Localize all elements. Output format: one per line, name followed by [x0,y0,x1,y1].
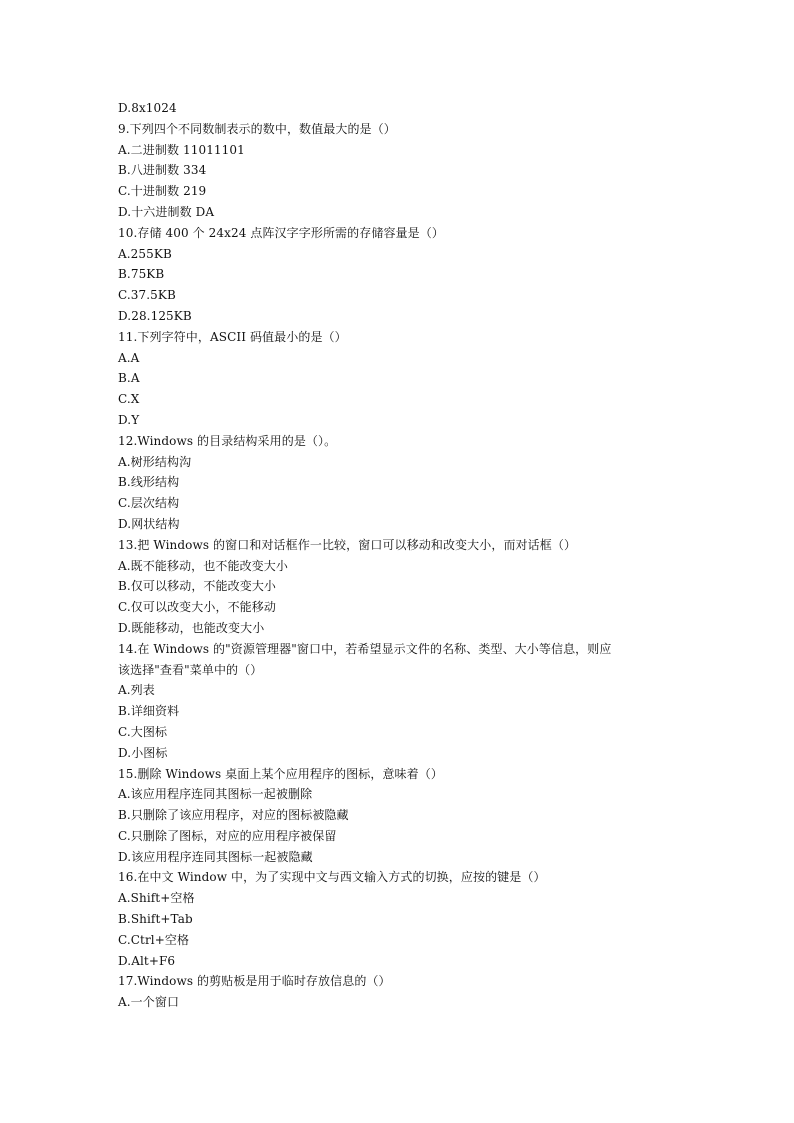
text-line: D.Alt+F6 [118,953,176,968]
text-line: A.255KB [118,246,172,261]
text-line: C.Ctrl+空格 [118,932,190,947]
text-line: A.Shift+空格 [118,891,195,906]
text-line: D.十六进制数 DA [118,204,215,219]
text-line: B.详细资料 [118,704,180,719]
text-line: C.大图标 [118,724,168,739]
question-line: 13.把 Windows 的窗口和对话框作一比较，窗口可以移动和改变大小，而对话框（） [118,537,577,552]
text-line: D.28.125KB [118,308,192,323]
question-line: 16.在中文 Window 中，为了实现中文与西文输入方式的切换，应按的键是（） [118,870,546,885]
text-line: C.37.5KB [118,288,176,303]
text-line: D.既能移动，也能改变大小 [118,620,265,635]
text-line: C.层次结构 [118,496,180,511]
text-line: A.二进制数 11011101 [118,142,245,157]
text-line: D.Y [118,412,140,427]
text-line: A.既不能移动，也不能改变大小 [118,558,288,573]
question-line: 9.下列四个不同数制表示的数中，数值最大的是（） [118,121,396,136]
text-line: D.该应用程序连同其图标一起被隐藏 [118,849,313,864]
text-line: B.Shift+Tab [118,912,193,927]
text-line: B.八进制数 334 [118,163,207,178]
text-line: A.列表 [118,683,155,698]
document-body [118,98,698,1013]
text-line: C.仅可以改变大小，不能移动 [118,600,276,615]
question-line: 14.在 Windows 的"资源管理器"窗口中，若希望显示文件的名称、类型、大小等信息，则应 [118,641,612,656]
text-line: A.A [118,350,140,365]
question-line: 15.删除 Windows 桌面上某个应用程序的图标，意味着（） [118,766,443,781]
text-line: A.一个窗口 [118,995,180,1010]
text-line: C.只删除了图标，对应的应用程序被保留 [118,828,337,843]
text-line: B.只删除了该应用程序，对应的图标被隐藏 [118,808,349,823]
text-line: B.线形结构 [118,475,180,490]
text-line: D.网状结构 [118,516,180,531]
text-line: B.A [118,371,140,386]
question-line: 17.Windows 的剪贴板是用于临时存放信息的（） [118,974,391,989]
question-line: 12.Windows 的目录结构采用的是（）。 [118,433,337,448]
question-line: 10.存储 400 个 24x24 点阵汉字字形所需的存储容量是（） [118,225,444,240]
question-line: 11.下列字符中，ASCII 码值最小的是（） [118,329,347,344]
text-line: A.该应用程序连同其图标一起被删除 [118,787,313,802]
text-line: C.十进制数 219 [118,184,207,199]
text-line: D.8x1024 [118,101,177,115]
text-line: C.X [118,392,140,407]
text-line: B.75KB [118,267,165,282]
text-line: A.树形结构沟 [118,454,192,469]
question-line-continued: 该选择"查看"菜单中的（） [118,662,263,677]
text-line: D.小图标 [118,745,168,760]
text-line: B.仅可以移动，不能改变大小 [118,579,277,594]
